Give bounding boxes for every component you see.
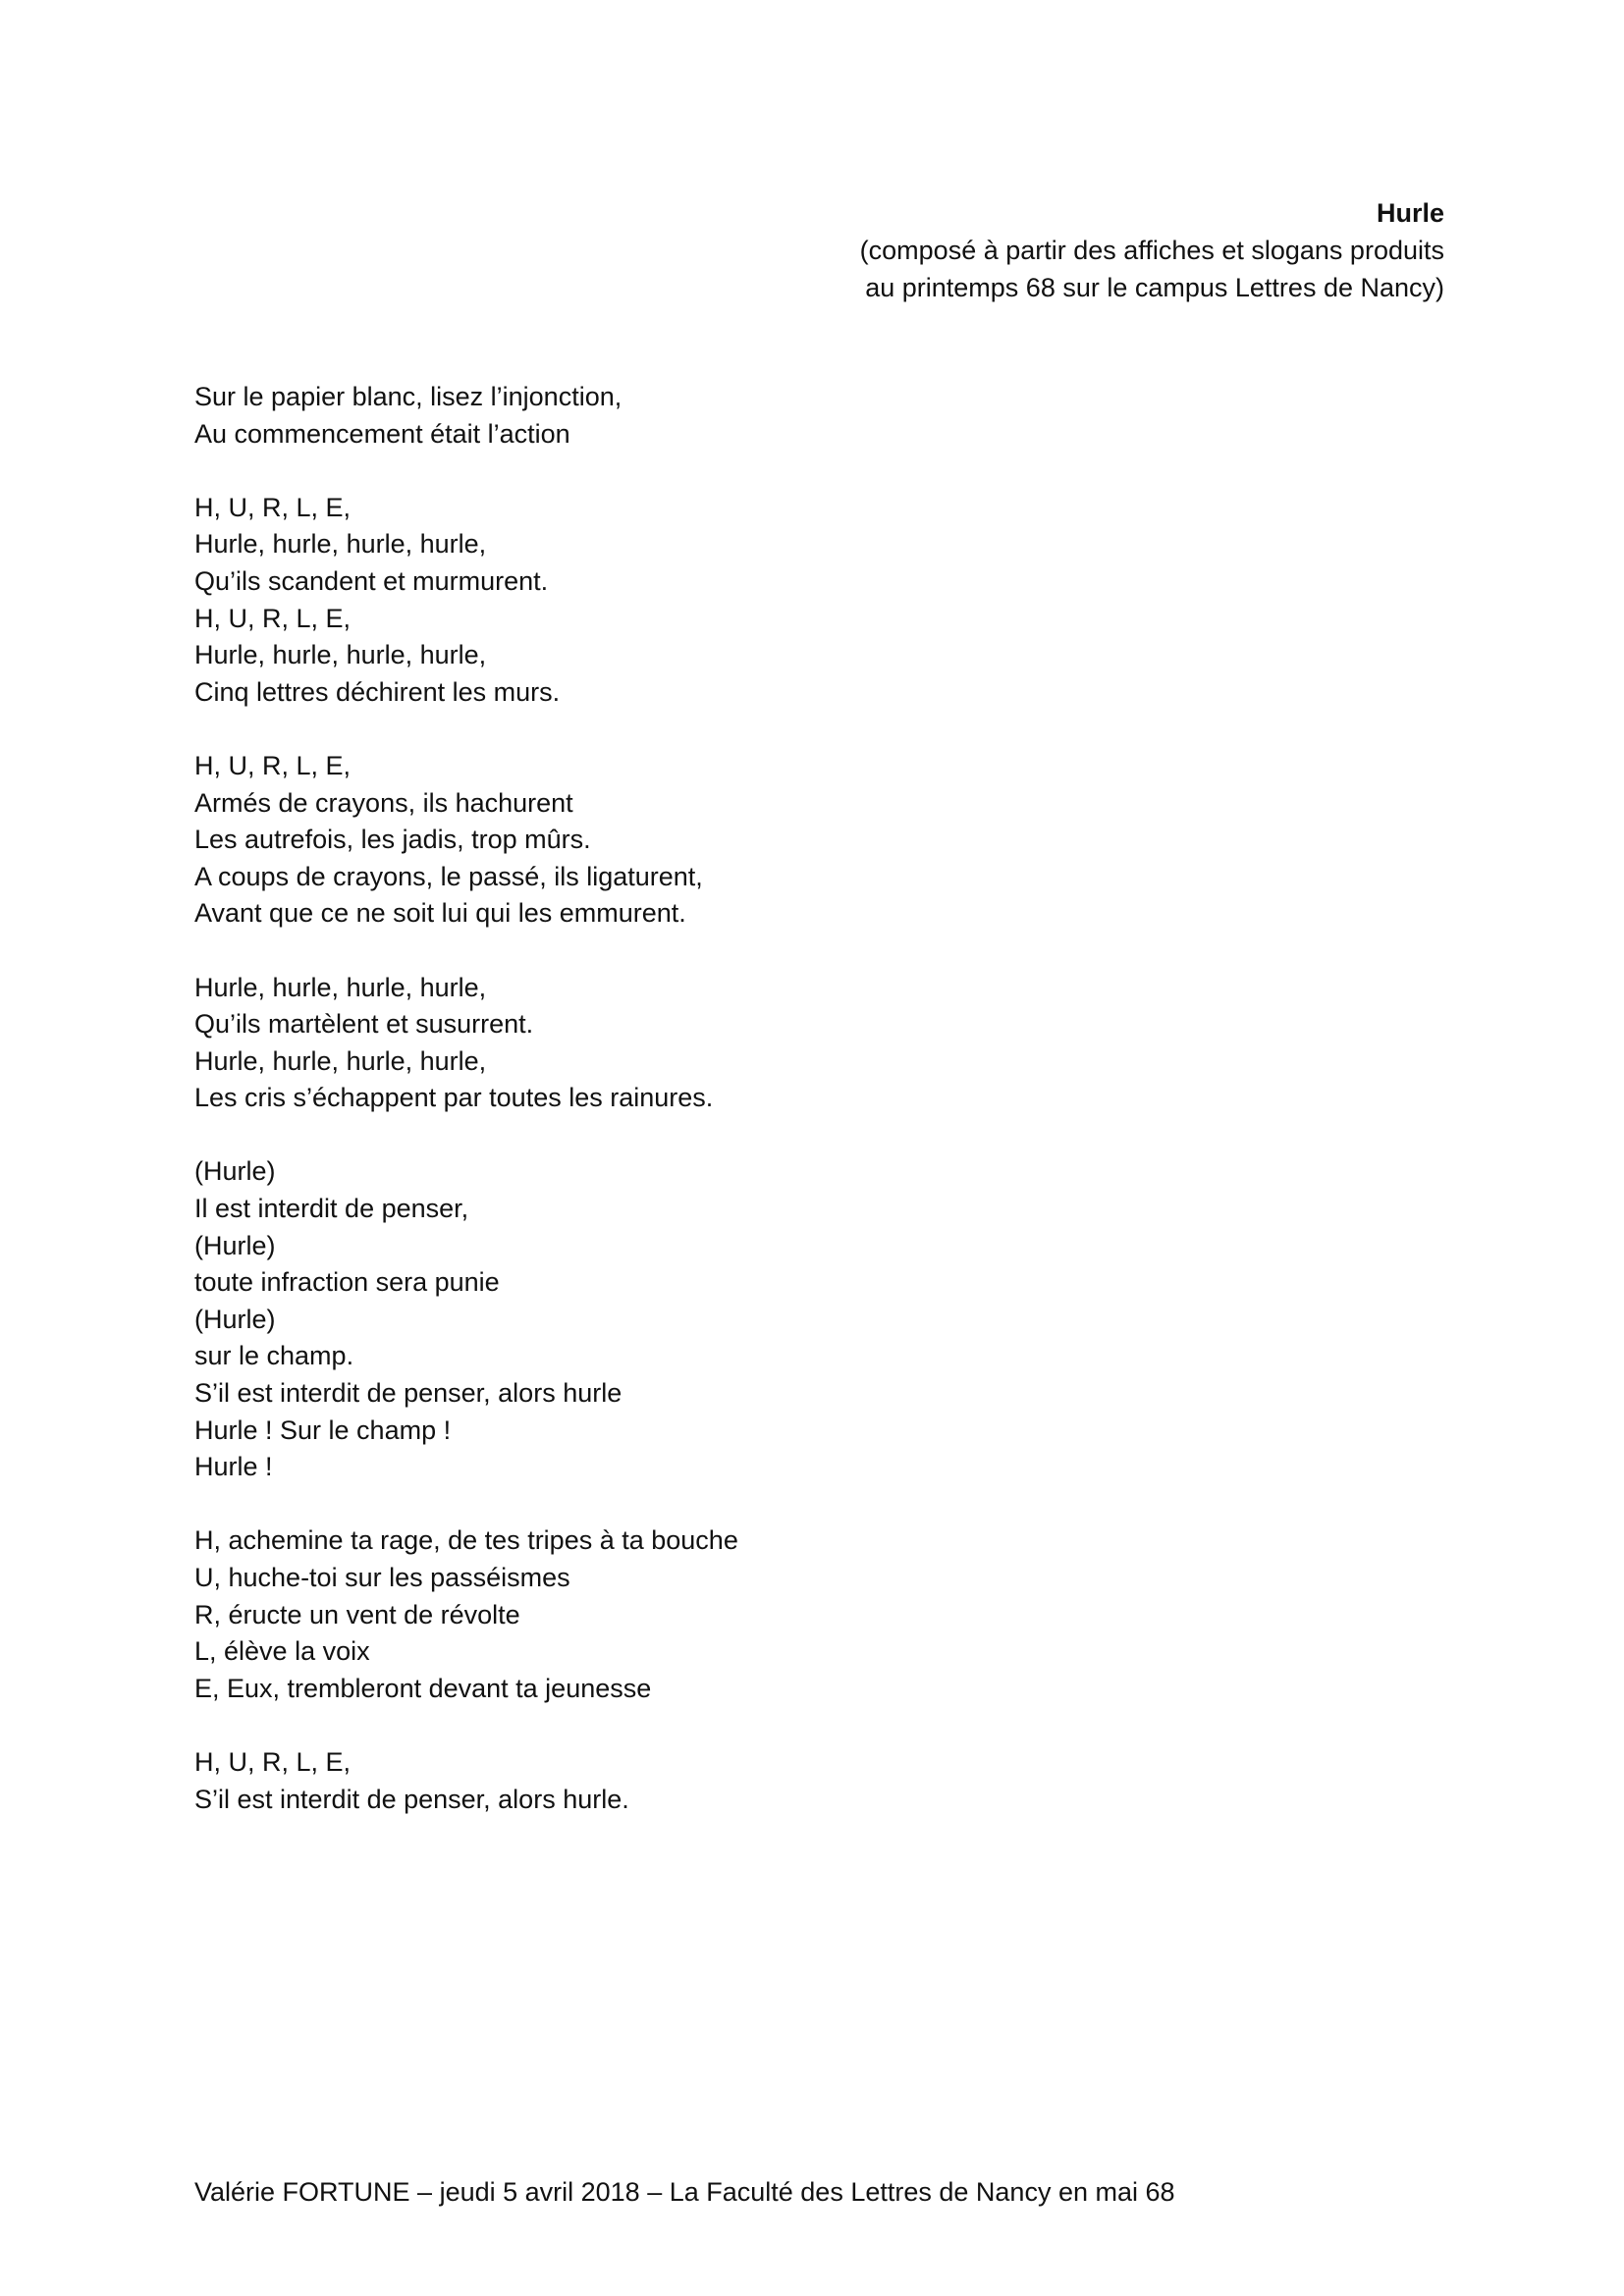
poem-line: S’il est interdit de penser, alors hurle — [194, 1378, 623, 1409]
poem-stanza — [194, 1522, 1373, 1707]
poem-body — [194, 379, 1373, 1818]
poem-line: R, éructe un vent de révolte — [194, 1599, 520, 1629]
title-block — [860, 194, 1444, 306]
poem-line: Les autrefois, les jadis, trop mûrs. — [194, 825, 591, 855]
poem-stanza — [194, 1153, 1373, 1485]
poem-line: E, Eux, trembleront devant ta jeunesse — [194, 1673, 652, 1703]
poem-line: Hurle, hurle, hurle, hurle, — [194, 529, 487, 560]
poem-subtitle-line-1: (composé à partir des affiches et slogans produits — [859, 236, 1444, 265]
poem-line: Il est interdit de penser, — [194, 1194, 469, 1224]
poem-line: H, achemine ta rage, de tes tripes à ta bouche — [194, 1525, 738, 1556]
poem-line: Avant que ce ne soit lui qui les emmurent. — [194, 898, 686, 929]
poem-stanza — [194, 970, 1373, 1117]
poem-line: sur le champ. — [194, 1341, 354, 1371]
poem-line: Qu’ils martèlent et susurrent. — [194, 1009, 534, 1040]
poem-line: A coups de crayons, le passé, ils ligaturent, — [194, 861, 703, 891]
poem-line: Hurle ! — [194, 1452, 273, 1482]
poem-line: H, U, R, L, E, — [194, 750, 352, 780]
poem-line: H, U, R, L, E, — [194, 1746, 352, 1777]
poem-line: Hurle, hurle, hurle, hurle, — [194, 972, 487, 1002]
poem-line: (Hurle) — [194, 1230, 276, 1260]
poem-stanza — [194, 1744, 1373, 1818]
poem-line: Hurle, hurle, hurle, hurle, — [194, 640, 487, 670]
poem-line: Hurle ! Sur le champ ! — [194, 1415, 452, 1445]
poem-line: toute infraction sera punie — [194, 1267, 500, 1298]
poem-line: (Hurle) — [194, 1304, 276, 1334]
poem-stanza — [194, 748, 1373, 933]
poem-stanza — [194, 490, 1373, 712]
poem-line: H, U, R, L, E, — [194, 492, 352, 522]
poem-line: (Hurle) — [194, 1156, 276, 1187]
poem-line: Armés de crayons, ils hachurent — [194, 787, 573, 818]
page-footer: Valérie FORTUNE – jeudi 5 avril 2018 – La Faculté des Lettres de Nancy en mai 68 — [194, 2177, 1175, 2207]
poem-subtitle-line-2: au printemps 68 sur le campus Lettres de Nancy) — [865, 273, 1444, 302]
poem-line: Qu’ils scandent et murmurent. — [194, 565, 549, 596]
poem-stanza — [194, 379, 1373, 453]
poem-line: Les cris s’échappent par toutes les rainures. — [194, 1083, 714, 1113]
poem-line: L, élève la voix — [194, 1636, 370, 1667]
poem-line: U, huche-toi sur les passéismes — [194, 1563, 570, 1592]
poem-line: Au commencement était l’action — [194, 418, 570, 449]
poem-line: Cinq lettres déchirent les murs. — [194, 676, 561, 707]
poem-line: Hurle, hurle, hurle, hurle, — [194, 1045, 487, 1076]
poem-title: Hurle — [1376, 198, 1444, 228]
poem-line: H, U, R, L, E, — [194, 603, 352, 633]
poem-line: Sur le papier blanc, lisez l’injonction, — [194, 382, 623, 411]
poem-line: S’il est interdit de penser, alors hurle. — [194, 1784, 629, 1814]
